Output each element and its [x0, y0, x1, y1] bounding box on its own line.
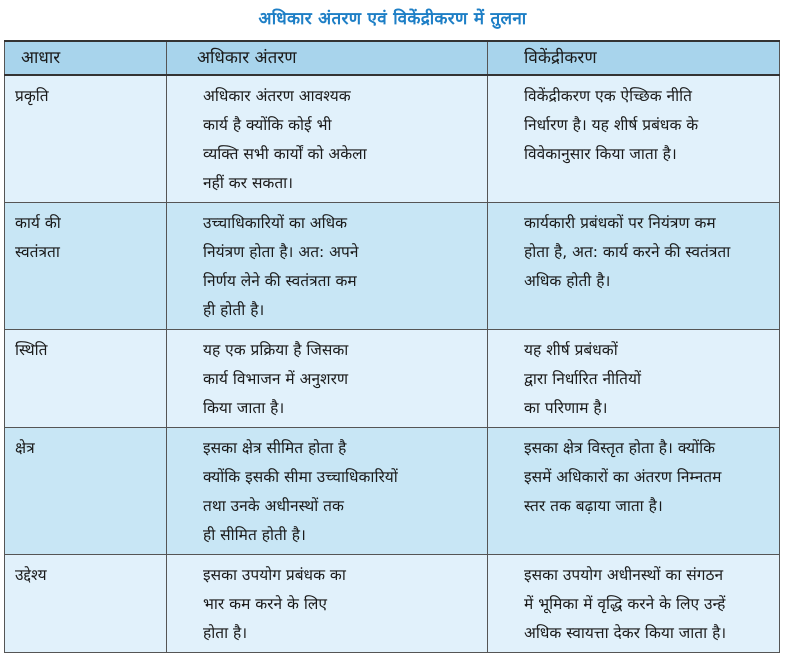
- header-basis: आधार: [5, 41, 167, 75]
- basis-label: स्थिति: [15, 341, 48, 359]
- basis-cell: [5, 75, 167, 203]
- table-row: [5, 75, 780, 203]
- cell-line: निर्धारण है। यह शीर्ष प्रबंधक के: [524, 116, 699, 134]
- cell-line: उच्चाधिकारियों का अधिक: [203, 214, 348, 232]
- basis-label: प्रकृति: [15, 87, 49, 105]
- delegation-cell: [167, 203, 488, 330]
- table-header-row: [5, 41, 780, 75]
- comparison-table: [4, 40, 780, 653]
- basis-label: कार्य की: [15, 214, 61, 232]
- cell-line: निर्णय लेने की स्वतंत्रता कम: [203, 272, 357, 290]
- cell-line: व्यक्ति सभी कार्यों को अकेला: [203, 145, 367, 163]
- delegation-cell: [167, 428, 488, 555]
- cell-line: कार्य विभाजन में अनुशरण: [203, 370, 349, 388]
- basis-cell: [5, 555, 167, 653]
- table-row: [5, 203, 780, 330]
- table-row: [5, 428, 780, 555]
- cell-line: इसका क्षेत्र विस्तृत होता है। क्योंकि: [524, 439, 716, 457]
- cell-line: किया जाता है।: [203, 399, 285, 417]
- cell-line: द्वारा निर्धारित नीतियों: [524, 370, 641, 388]
- cell-line: का परिणाम है।: [524, 399, 608, 417]
- cell-line: इसका क्षेत्र सीमित होता है: [203, 439, 347, 457]
- cell-line: विकेंद्रीकरण एक ऐच्छिक नीति: [524, 87, 693, 105]
- cell-line: विवेकानुसार किया जाता है।: [524, 145, 677, 163]
- header-decentralisation: विकेंद्रीकरण: [488, 41, 780, 75]
- cell-line: नियंत्रण होता है। अत: अपने: [203, 243, 359, 261]
- basis-cell: [5, 428, 167, 555]
- cell-line: भार कम करने के लिए: [203, 595, 327, 613]
- cell-line: कार्यकारी प्रबंधकों पर नियंत्रण कम: [524, 214, 716, 232]
- table-row: [5, 330, 780, 428]
- cell-line: ही सीमित होती है।: [203, 526, 306, 544]
- decentralisation-cell: [488, 75, 780, 203]
- table-title: अधिकार अंतरण एवं विकेंद्रीकरण में तुलना: [258, 9, 527, 29]
- delegation-cell: [167, 555, 488, 653]
- basis-cell: [5, 330, 167, 428]
- cell-line: होता है।: [203, 624, 248, 642]
- cell-line: अधिकार अंतरण आवश्यक: [203, 87, 351, 105]
- cell-line: इसका उपयोग अधीनस्थों का संगठन: [524, 566, 724, 584]
- delegation-cell: [167, 330, 488, 428]
- decentralisation-cell: [488, 203, 780, 330]
- decentralisation-cell: [488, 330, 780, 428]
- basis-label: क्षेत्र: [15, 439, 35, 457]
- cell-line: नहीं कर सकता।: [203, 174, 294, 192]
- header-delegation: अधिकार अंतरण: [167, 41, 488, 75]
- cell-line: इसका उपयोग प्रबंधक का: [203, 566, 346, 584]
- basis-label: स्वतंत्रता: [15, 243, 60, 261]
- basis-label: उद्देश्य: [15, 566, 47, 584]
- cell-line: यह एक प्रक्रिया है जिसका: [203, 341, 349, 359]
- cell-line: में भूमिका में वृद्धि करने के लिए उन्हें: [524, 595, 726, 613]
- cell-line: अधिक स्वायत्ता देकर किया जाता है।: [524, 624, 727, 642]
- cell-line: यह शीर्ष प्रबंधकों: [524, 341, 618, 359]
- cell-line: क्योंकि इसकी सीमा उच्चाधिकारियों: [203, 468, 398, 486]
- cell-line: स्तर तक बढ़ाया जाता है।: [524, 497, 663, 515]
- delegation-cell: [167, 75, 488, 203]
- cell-line: तथा उनके अधीनस्थों तक: [203, 497, 344, 515]
- decentralisation-cell: [488, 428, 780, 555]
- cell-line: कार्य है क्योंकि कोई भी: [203, 116, 332, 134]
- cell-line: इसमें अधिकारों का अंतरण निम्नतम: [524, 468, 722, 486]
- cell-line: अधिक होती है।: [524, 272, 611, 290]
- table-row: [5, 555, 780, 653]
- cell-line: होता है, अत: कार्य करने की स्वतंत्रता: [524, 243, 731, 261]
- cell-line: ही होती है।: [203, 301, 265, 319]
- basis-cell: [5, 203, 167, 330]
- decentralisation-cell: [488, 555, 780, 653]
